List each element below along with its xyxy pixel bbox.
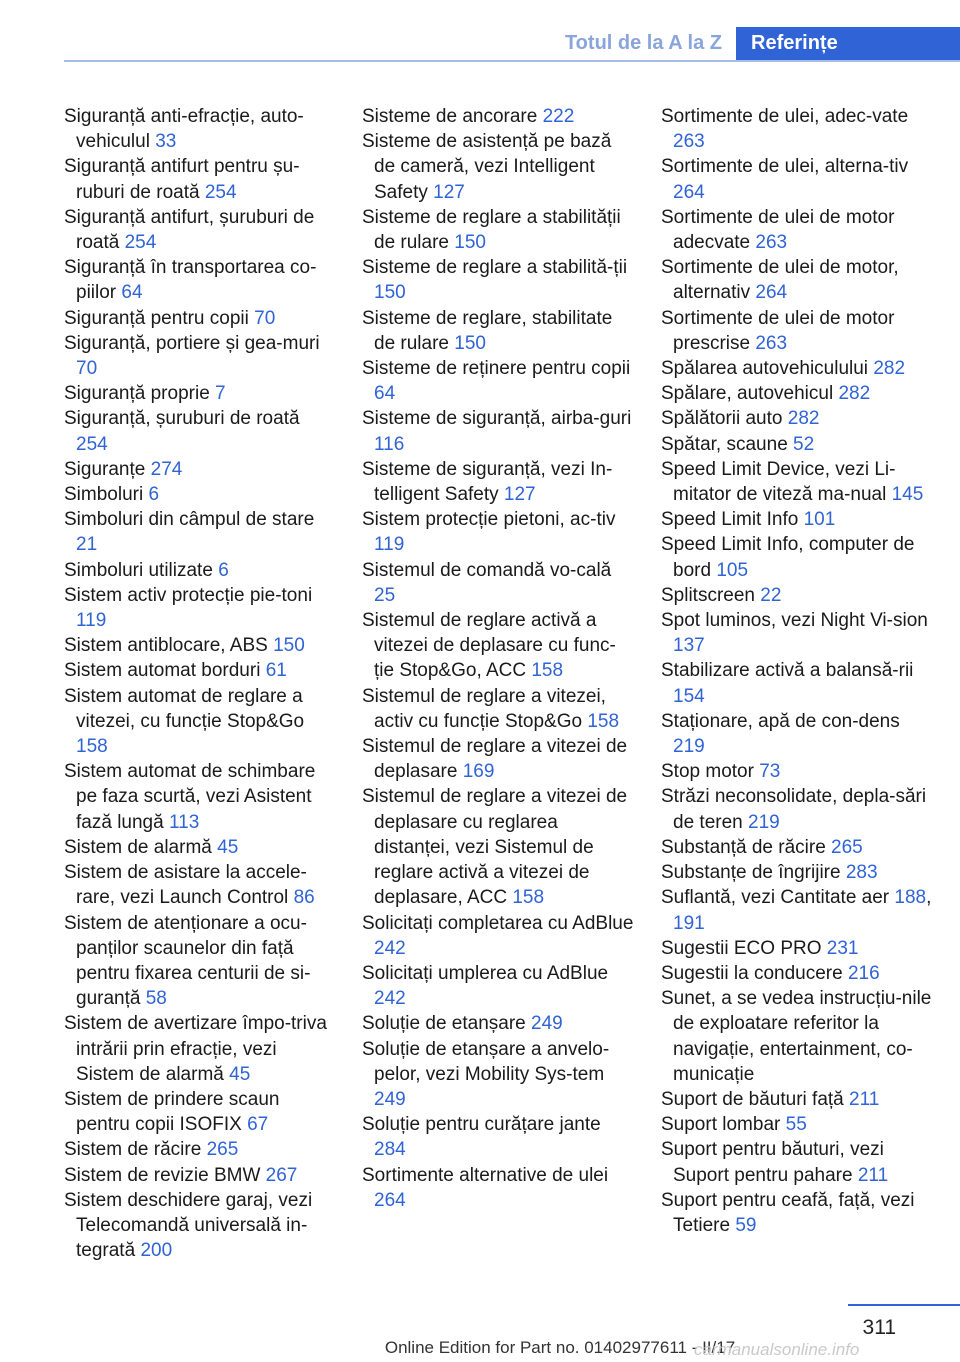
index-term: Substanțe de îngrijire xyxy=(661,862,841,884)
page-link[interactable]: 113 xyxy=(168,811,200,833)
page-link[interactable]: 158 xyxy=(512,887,545,909)
page-link[interactable]: 150 xyxy=(454,332,486,354)
index-term: Sortimente alternative de ulei xyxy=(362,1164,609,1186)
index-term: Siguranță în transportarea co-piilor xyxy=(64,257,317,304)
index-term: Sistemul de comandă vo-cală xyxy=(362,559,612,581)
index-term: Siguranță pentru copii xyxy=(64,307,249,329)
index-term: Sisteme de reținere pentru copii xyxy=(362,358,631,380)
page-link[interactable]: 242 xyxy=(374,988,406,1010)
page-link[interactable]: 137 xyxy=(673,635,705,657)
page-link[interactable]: 45 xyxy=(217,836,239,858)
index-term: Stabilizare activă a balansă-rii xyxy=(661,660,914,682)
index-term: Suport pentru băuturi, vezi Suport pentru pahare xyxy=(661,1139,884,1186)
index-term: Sistem de avertizare împo-triva intrării prin efracție, vezi Sistem de alarmă xyxy=(64,1013,327,1085)
index-term: Sistem de alarmă xyxy=(64,836,212,858)
index-term: Simboluri utilizate xyxy=(64,559,213,581)
index-term: Sistemul de reglare activă a vitezei de deplasare cu func-ție Stop&Go, ACC xyxy=(362,610,616,682)
index-entry xyxy=(362,608,634,684)
page-link[interactable]: 7 xyxy=(215,383,226,405)
page-link[interactable]: 254 xyxy=(124,232,157,254)
index-term: Splitscreen xyxy=(661,584,755,606)
index-term: Sistem automat de schimbare pe faza scurtă, vezi Asistent fază lungă xyxy=(64,761,316,833)
index-term: Sistem automat borduri xyxy=(64,660,261,682)
index-entry xyxy=(64,633,336,658)
index-entry xyxy=(362,507,634,557)
index-entry xyxy=(362,734,634,784)
index-entry xyxy=(362,558,634,608)
index-term: Sortimente de ulei, alterna-tiv xyxy=(661,156,909,178)
index-entry xyxy=(362,104,634,129)
page-link[interactable]: 22 xyxy=(760,584,782,606)
page-link[interactable]: 169 xyxy=(462,761,495,783)
index-entry xyxy=(661,961,933,986)
index-term: Sistem protecție pietoni, ac-tiv xyxy=(362,509,616,531)
index-entry xyxy=(64,1137,336,1162)
header-divider xyxy=(64,60,960,62)
index-entry xyxy=(64,482,336,507)
index-term: Speed Limit Info xyxy=(661,509,799,531)
index-term: Spătar, scaune xyxy=(661,433,788,455)
page-link[interactable]: 154 xyxy=(673,685,705,707)
index-term: Stop motor xyxy=(661,761,754,783)
index-term: Spălarea autovehiculului xyxy=(661,358,869,380)
page-link[interactable]: 231 xyxy=(826,937,859,959)
index-entry xyxy=(64,1188,336,1264)
edition-note: Online Edition for Part no. 01402977611 - II/17 xyxy=(384,1338,736,1357)
index-column-3 xyxy=(661,104,933,1238)
index-entry xyxy=(362,406,634,456)
index-term: Sistemul de reglare a vitezei, activ cu funcție Stop&Go xyxy=(362,685,606,732)
header-section-title: Totul de la A la Z xyxy=(564,32,722,54)
page-link[interactable]: 249 xyxy=(374,1088,406,1110)
index-term: Siguranță, șuruburi de roată xyxy=(64,408,300,430)
index-term: Solicitați umplerea cu AdBlue xyxy=(362,962,609,984)
page-link[interactable]: 150 xyxy=(454,232,486,254)
page-link[interactable]: 119 xyxy=(374,534,405,556)
index-entry xyxy=(362,457,634,507)
index-entry xyxy=(64,306,336,331)
page-link[interactable]: 188 xyxy=(894,887,927,909)
page-link[interactable]: 274 xyxy=(150,458,183,480)
index-term: Siguranță antifurt pentru șu-ruburi de roată xyxy=(64,156,300,203)
page-link[interactable]: 249 xyxy=(531,1013,563,1035)
index-term: Siguranțe xyxy=(64,458,146,480)
footer-divider xyxy=(848,1304,960,1306)
page-link[interactable]: 282 xyxy=(787,408,820,430)
index-entry xyxy=(362,255,634,305)
page-link[interactable]: 145 xyxy=(891,484,924,506)
index-term: Sistemul de reglare a vitezei de deplasare cu reglarea distanței, vezi Sistemul de reglare activă a vitezei de deplasare, ACC xyxy=(362,786,628,909)
page-link[interactable]: 211 xyxy=(849,1088,880,1110)
index-entry xyxy=(362,961,634,1011)
index-entry xyxy=(64,457,336,482)
index-entry xyxy=(64,1163,336,1188)
index-entry xyxy=(661,306,933,356)
index-term: Siguranță proprie xyxy=(64,383,210,405)
index-term: Siguranță antifurt, șuruburi de roată xyxy=(64,206,315,254)
index-term: Sistem automat de reglare a vitezei, cu funcție Stop&Go xyxy=(64,685,305,732)
page-link[interactable]: 116 xyxy=(374,433,405,455)
index-entry xyxy=(362,684,634,734)
page-link[interactable]: 52 xyxy=(793,433,815,455)
page-link[interactable]: 33 xyxy=(155,131,177,153)
index-entry xyxy=(661,860,933,885)
page-link[interactable]: 45 xyxy=(229,1063,251,1085)
index-entry xyxy=(362,1011,634,1036)
watermark: carmanualsonline.info xyxy=(694,1340,860,1359)
page-link[interactable]: 219 xyxy=(748,811,780,833)
page-link[interactable]: 282 xyxy=(838,383,871,405)
page-header xyxy=(0,0,960,62)
page-link[interactable]: 263 xyxy=(673,131,705,153)
index-entry xyxy=(64,684,336,760)
page-link[interactable]: 222 xyxy=(542,106,575,127)
page-link[interactable]: 254 xyxy=(76,433,108,455)
index-term: Sortimente de ulei de motor prescrise xyxy=(661,307,895,354)
index-term: Sortimente de ulei de motor, alternativ xyxy=(661,257,899,304)
index-entry xyxy=(64,507,336,557)
index-entry xyxy=(362,911,634,961)
page-link[interactable]: 219 xyxy=(673,736,705,758)
index-term: Sistem de atenționare a ocu-panților scaunelor din față pentru fixarea centurii de si-guranță xyxy=(64,912,311,1010)
page-link[interactable]: 267 xyxy=(265,1164,298,1186)
index-entry xyxy=(64,911,336,1012)
index-entry xyxy=(362,205,634,255)
page-link[interactable]: 283 xyxy=(845,862,878,884)
index-term: Suport de băuturi față xyxy=(661,1088,844,1110)
index-term: Speed Limit Device, vezi Li-mitator de viteză ma-nual xyxy=(661,458,896,506)
index-term: Suport pentru ceafă, față, vezi Tetiere xyxy=(661,1189,915,1236)
index-entry xyxy=(362,129,634,205)
index-entry xyxy=(661,936,933,961)
index-column-1 xyxy=(64,104,336,1263)
index-entry xyxy=(661,406,933,431)
page-link[interactable]: 70 xyxy=(254,307,276,329)
index-entry xyxy=(661,608,933,658)
index-entry xyxy=(362,1037,634,1113)
index-term: Sistem de revizie BMW xyxy=(64,1164,261,1186)
index-entry xyxy=(64,860,336,910)
index-term: Sisteme de siguranță, airba-guri xyxy=(362,408,632,430)
index-term: Spot luminos, vezi Night Vi-sion xyxy=(661,610,928,632)
index-entry xyxy=(661,104,933,154)
index-entry xyxy=(64,406,336,456)
index-term: Sisteme de asistență pe bază de cameră, vezi Intelligent Safety xyxy=(362,131,612,203)
index-entry xyxy=(661,356,933,381)
index-term: Soluție pentru curățare jante xyxy=(362,1114,601,1136)
index-entry xyxy=(661,1112,933,1137)
index-term: Sisteme de reglare a stabilității de rulare xyxy=(362,206,621,254)
index-entry xyxy=(362,306,634,356)
page-link[interactable]: 119 xyxy=(76,610,107,632)
index-entry xyxy=(661,835,933,860)
page-link[interactable]: 216 xyxy=(847,962,880,984)
page-link[interactable]: 127 xyxy=(503,484,536,506)
index-entry xyxy=(661,986,933,1087)
index-entry xyxy=(64,205,336,255)
index-entry xyxy=(64,1087,336,1137)
index-term: Simboluri xyxy=(64,484,144,506)
index-entry xyxy=(64,583,336,633)
index-entry xyxy=(64,104,336,154)
index-entry xyxy=(661,154,933,204)
index-term: Sistem deschidere garaj, vezi Telecomandă universală in-tegrată xyxy=(64,1189,313,1262)
page-link[interactable]: 73 xyxy=(759,761,781,783)
page-link[interactable]: 265 xyxy=(831,836,863,858)
index-entry xyxy=(661,205,933,255)
page-link[interactable]: 158 xyxy=(531,660,564,682)
index-term: Sisteme de reglare a stabilită-ții xyxy=(362,257,628,279)
index-entry xyxy=(661,658,933,708)
page-link[interactable]: 6 xyxy=(218,559,229,581)
index-term: Sortimente de ulei de motor adecvate xyxy=(661,206,895,254)
index-entry xyxy=(661,457,933,507)
page-link[interactable]: 61 xyxy=(265,660,287,682)
index-entry xyxy=(661,1087,933,1112)
index-column-2 xyxy=(362,104,634,1213)
index-term: Simboluri din câmpul de stare xyxy=(64,509,315,531)
page-link[interactable]: 101 xyxy=(803,509,836,531)
index-entry xyxy=(661,255,933,305)
page-link[interactable]: 127 xyxy=(433,181,465,203)
page-link[interactable]: 263 xyxy=(755,332,788,354)
index-entry xyxy=(661,759,933,784)
index-term: Sistem de prindere scaun pentru copii ISOFIX xyxy=(64,1088,280,1136)
index-term: Spălare, autovehicul xyxy=(661,383,834,405)
index-entry xyxy=(64,154,336,204)
index-term: Sunet, a se vedea instrucțiu-nile de exploatare referitor la navigație, entertainment, co-municație xyxy=(661,988,932,1085)
index-term: Spălătorii auto xyxy=(661,408,783,430)
index-term: Solicitați completarea cu AdBlue xyxy=(362,912,634,934)
page-link[interactable]: 254 xyxy=(204,181,237,203)
index-term: Suport lombar xyxy=(661,1114,781,1136)
index-term: Sortimente de ulei, adec-vate xyxy=(661,106,909,127)
index-entry xyxy=(362,1112,634,1162)
index-term: Sistem antiblocare, ABS xyxy=(64,635,268,657)
index-term: Siguranță anti-efracție, auto-vehiculul xyxy=(64,106,304,153)
index-entry xyxy=(362,356,634,406)
index-entry xyxy=(661,532,933,582)
page-link[interactable]: 150 xyxy=(374,282,406,304)
index-term: Speed Limit Info, computer de bord xyxy=(661,534,915,581)
page-link[interactable]: 265 xyxy=(206,1139,239,1161)
index-term: Sistem de asistare la accele-rare, vezi Launch Control xyxy=(64,862,307,909)
index-entry xyxy=(661,583,933,608)
page-link[interactable]: 200 xyxy=(140,1240,173,1262)
index-entry xyxy=(661,1137,933,1187)
page-link[interactable]: 105 xyxy=(716,559,749,581)
index-term: Străzi neconsolidate, depla-sări de teren xyxy=(661,786,927,833)
page-link[interactable]: 264 xyxy=(755,282,788,304)
index-entry xyxy=(64,331,336,381)
header-chapter-tab: Referințe xyxy=(736,27,960,60)
index-entry xyxy=(661,709,933,759)
index-term: Suflantă, vezi Cantitate aer xyxy=(661,887,890,909)
index-term: Sugestii la conducere xyxy=(661,962,843,984)
page-link[interactable]: 55 xyxy=(785,1114,807,1136)
page-link[interactable]: 67 xyxy=(247,1114,269,1136)
page-link[interactable]: 6 xyxy=(148,484,160,506)
index-term: Sugestii ECO PRO xyxy=(661,937,822,959)
index-entry xyxy=(64,255,336,305)
page-link[interactable]: 158 xyxy=(76,736,108,758)
index-term: Soluție de etanșare a anvelo-pelor, vezi Mobility Sys-tem xyxy=(362,1038,610,1085)
index-term: Sistem de răcire xyxy=(64,1139,202,1161)
page-link[interactable]: 70 xyxy=(76,358,98,380)
index-entry xyxy=(64,558,336,583)
index-term: Soluție de etanșare xyxy=(362,1013,526,1035)
page-link[interactable]: 86 xyxy=(293,887,315,909)
index-entry xyxy=(64,381,336,406)
index-entry xyxy=(64,1011,336,1087)
index-entry xyxy=(661,432,933,457)
index-entry xyxy=(661,1188,933,1238)
page-number: 311 xyxy=(862,1316,896,1339)
page-link[interactable]: 64 xyxy=(374,383,396,405)
index-term: Sisteme de siguranță, vezi In-telligent Safety xyxy=(362,458,613,506)
index-term: Staționare, apă de con-dens xyxy=(661,710,900,732)
page-link[interactable]: 58 xyxy=(145,988,167,1010)
index-entry xyxy=(661,507,933,532)
index-term: Sistemul de reglare a vitezei de deplasare xyxy=(362,736,628,783)
page-link[interactable]: 64 xyxy=(121,282,143,304)
page-link[interactable]: 59 xyxy=(735,1214,757,1236)
index-entry xyxy=(64,658,336,683)
index-entry: Suflantă, vezi Cantitate aer 188, 191 xyxy=(661,887,932,934)
page-link[interactable]: 150 xyxy=(273,635,305,657)
index-entry xyxy=(64,759,336,835)
page-link[interactable]: 242 xyxy=(374,937,406,959)
index-term: Substanță de răcire xyxy=(661,836,826,858)
page-link[interactable]: 264 xyxy=(374,1189,406,1211)
index-term: Siguranță, portiere și gea-muri xyxy=(64,332,320,354)
page-link[interactable]: 282 xyxy=(873,358,906,380)
page-link[interactable]: 25 xyxy=(374,584,396,606)
index-entry xyxy=(661,784,933,834)
page-link[interactable]: 191 xyxy=(673,912,705,934)
index-entry xyxy=(362,1163,634,1213)
page-link[interactable]: 264 xyxy=(673,181,705,203)
index-term: Sisteme de reglare, stabilitate de rulare xyxy=(362,307,613,354)
index-entry xyxy=(362,784,634,910)
index-term: Sisteme de ancorare xyxy=(362,106,538,127)
page-link[interactable]: 211 xyxy=(857,1164,889,1186)
page-link[interactable]: 263 xyxy=(755,232,788,254)
page-link[interactable]: 284 xyxy=(374,1139,406,1161)
page-link[interactable]: 158 xyxy=(587,710,620,732)
page-link[interactable]: 21 xyxy=(76,534,98,556)
index-entry xyxy=(64,835,336,860)
index-entry xyxy=(661,381,933,406)
index-term: Sistem activ protecție pie-toni xyxy=(64,584,313,606)
